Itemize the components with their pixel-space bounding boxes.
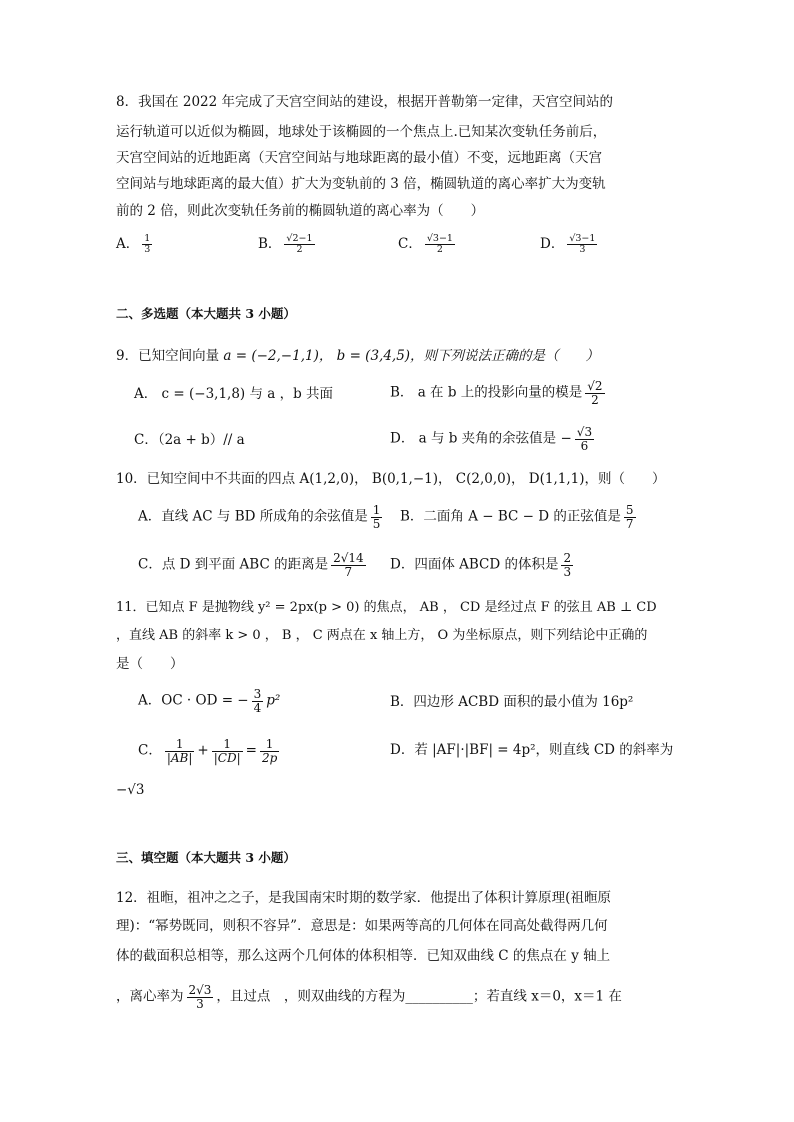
numerator: 2√3 — [188, 983, 212, 997]
q8-option-b[interactable] — [258, 234, 318, 255]
fraction — [165, 738, 195, 764]
numerator: 1 — [144, 233, 151, 245]
denominator: 4 — [253, 700, 262, 715]
denominator: 7 — [344, 564, 353, 579]
option-label: A． — [116, 236, 140, 252]
q8-line-2: 运行轨道可以近似为椭圆，地球处于该椭圆的一个焦点上.已知某次变轨任务前后， — [116, 124, 607, 140]
option-text: C．点 D 到平面 ABC 的距离是 — [138, 556, 329, 573]
q11-option-c[interactable]: C． $\frac{1}{|AB|}$ + $\frac{1}{|CD|}$ = $\frac{1}{2p}$ — [138, 737, 278, 765]
q8-line-5: 前的 2 倍，则此次变轨任务前的椭圆轨道的离心率为（ ） — [116, 203, 485, 219]
fraction — [575, 426, 594, 452]
q9-vector-b: b = (3,4,5)，则下列说法正确的是（ ） — [336, 348, 600, 364]
q11-line-1: 11．已知点 F 是抛物线 y² = 2px(p > 0) 的焦点， AB ， CD 是经过点 F 的弦且 AB ⊥ CD — [116, 600, 657, 615]
option-label: C． — [138, 742, 162, 759]
option-text: D． a 与 b 夹角的余弦值是 − — [390, 430, 572, 447]
q12-line-3: 体的截面积总相等，那么这两个几何体的体积相等．已知双曲线 C 的焦点在 y 轴上 — [116, 948, 611, 964]
fraction — [252, 688, 264, 714]
numerator: √3−1 — [569, 233, 596, 245]
fraction — [624, 504, 636, 530]
q8-option-c[interactable] — [398, 234, 458, 255]
option-text: A．直线 AC 与 BD 所成角的余弦值是 — [138, 508, 368, 525]
fraction — [585, 380, 604, 406]
q9-vector-a: a = (−2,−1,1)， — [223, 348, 333, 364]
fraction — [142, 234, 152, 255]
denominator: |CD| — [213, 750, 241, 765]
numerator: 2√14 — [333, 551, 364, 565]
numerator: 1 — [165, 738, 195, 752]
q8-line-4: 空间站与地球距离的最大值）扩大为变轨前的 3 倍，椭圆轨道的离心率扩大为变轨 — [116, 176, 606, 192]
denominator: 2 — [436, 244, 443, 255]
section-heading-multiple-choice: 二、多选题（本大题共 3 小题） — [116, 306, 296, 321]
denominator: |AB| — [166, 750, 193, 765]
denominator: 3 — [144, 244, 151, 255]
denominator: 2 — [296, 244, 303, 255]
q11-line-3: 是（ ） — [116, 656, 184, 672]
q10-option-a[interactable] — [138, 504, 385, 530]
q9-option-c[interactable]: C．（2a + b）// a — [134, 432, 245, 448]
fraction — [371, 504, 383, 530]
fraction — [284, 234, 314, 255]
denominator: 3 — [196, 996, 204, 1011]
q11-option-a[interactable] — [138, 688, 280, 714]
denominator: 6 — [580, 438, 589, 453]
numerator: √3 — [576, 425, 593, 439]
numerator: 5 — [625, 503, 634, 517]
q12-text-b: ，且过点 ，则双曲线的方程为__________；若直线 x＝0，x＝1 在 — [216, 988, 622, 1005]
q11-option-d-tail: −√3 — [116, 782, 145, 798]
q9-stem — [116, 346, 599, 366]
q9-option-a[interactable]: A． c = (−3,1,8) 与 a ，b 共面 — [134, 386, 334, 402]
denominator: 2p — [261, 750, 278, 765]
option-tail: p² — [266, 692, 281, 709]
q8-option-d[interactable] — [540, 234, 600, 255]
fraction — [260, 738, 279, 764]
option-label: C． — [398, 236, 422, 252]
q11-line-2: ，直线 AB 的斜率 k > 0 ， B ， C 两点在 x 轴上方， O 为坐标原点，则下列结论中正确的 — [116, 628, 648, 643]
q10-option-d[interactable] — [390, 552, 576, 578]
q9-option-b[interactable] — [390, 380, 608, 406]
fraction — [425, 234, 455, 255]
section-heading-fill-in: 三、填空题（本大题共 3 小题） — [116, 850, 296, 865]
q11-option-b[interactable]: B．四边形 ACBD 面积的最小值为 16p² — [390, 694, 634, 710]
numerator: 1 — [212, 738, 243, 752]
fraction — [331, 552, 366, 578]
q8-line-1: 8．我国在 2022 年完成了天宫空间站的建设，根据开普勒第一定律，天宫空间站的 — [116, 94, 614, 110]
q10-stem: 10．已知空间中不共面的四点 A(1,2,0)， B(0,1,−1)， C(2,0,0)， D(1,1,1)，则（ ） — [116, 471, 666, 487]
option-label: D． — [540, 236, 565, 252]
fraction — [561, 552, 573, 578]
q11-option-d[interactable]: D．若 |AF|·|BF| = 4p²，则直线 CD 的斜率为 — [390, 742, 674, 758]
q9-option-d[interactable] — [390, 426, 597, 452]
numerator: √2−1 — [286, 233, 313, 245]
denominator: 3 — [579, 244, 586, 255]
denominator: 5 — [372, 516, 381, 531]
denominator: 7 — [625, 516, 634, 531]
option-label: B． — [258, 236, 282, 252]
option-text: A．OC · OD = − — [138, 692, 249, 709]
numerator: 3 — [253, 687, 262, 701]
q9-stem-text: 9．已知空间向量 — [116, 348, 220, 364]
numerator: √2 — [587, 379, 603, 393]
option-text: B．二面角 A − BC − D 的正弦值是 — [400, 508, 621, 525]
q10-option-b[interactable] — [400, 504, 639, 530]
numerator: √3−1 — [426, 233, 453, 245]
q12-text-a: ，离心率为 — [116, 988, 184, 1005]
q12-line-1: 12．祖暅，祖冲之之子，是我国南宋时期的数学家．他提出了体积计算原理(祖暅原 — [116, 890, 611, 906]
q8-option-a[interactable] — [116, 234, 155, 255]
numerator: 2 — [563, 551, 572, 565]
numerator: 1 — [372, 503, 381, 517]
denominator: 2 — [591, 392, 599, 407]
q8-line-3: 天宫空间站的近地距离（天宫空间站与地球距离的最小值）不变，远地距离（天宫 — [116, 150, 602, 166]
option-text: D．四面体 ABCD 的体积是 — [390, 556, 559, 573]
fraction — [187, 984, 214, 1010]
q10-option-c[interactable] — [138, 552, 369, 578]
fraction — [567, 234, 597, 255]
fraction — [212, 738, 243, 764]
option-text: B． a 在 b 上的投影向量的模是 — [390, 384, 583, 401]
q12-line-4 — [116, 984, 622, 1010]
denominator: 3 — [563, 564, 572, 579]
numerator: 1 — [260, 738, 279, 752]
q12-line-2: 理)：“幂势既同，则积不容异”．意思是：如果两等高的几何体在同高处截得两几何 — [116, 918, 608, 934]
